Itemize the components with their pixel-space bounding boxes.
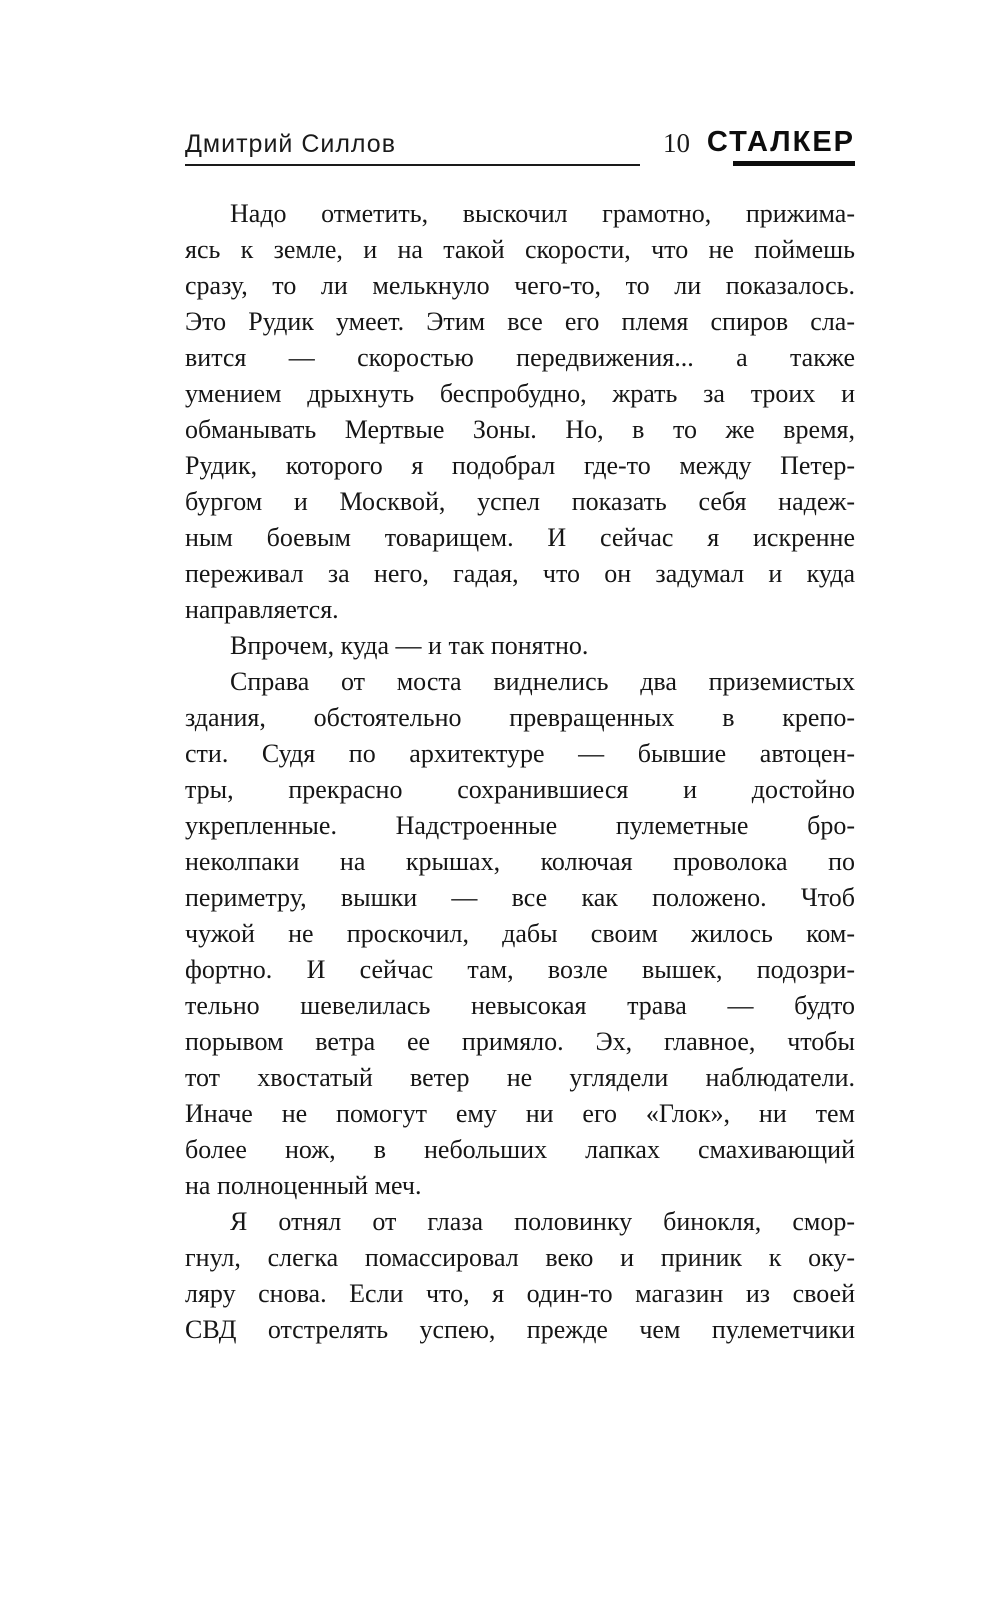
text-line: умением дрыхнуть беспробудно, жрать за троих и (185, 379, 855, 408)
paragraph (185, 628, 855, 664)
text-line: здания, обстоятельно превращенных в крепо- (185, 703, 855, 732)
book-title: СТАЛКЕР (706, 126, 855, 158)
text-line: периметру, вышки — все как положено. Чтоб (185, 883, 855, 912)
text-line: вится — скоростью передвижения... а также (185, 343, 855, 372)
page-number: 10 (663, 128, 690, 158)
text-line: на полноценный меч. (185, 1171, 422, 1200)
text-line: неколпаки на крышах, колючая проволока по (185, 847, 855, 876)
text-line: сти. Судя по архитектуре — бывшие автоцен- (185, 739, 855, 768)
text-line: Надо отметить, выскочил грамотно, прижима- (230, 199, 855, 228)
header-thick-rule (733, 161, 855, 166)
page-header (185, 126, 855, 170)
paragraph (185, 664, 855, 1204)
text-line: ляру снова. Если что, я один-то магазин из своей (185, 1279, 855, 1308)
page-body (185, 196, 855, 1348)
text-line: укрепленные. Надстроенные пулеметные бро- (185, 811, 855, 840)
text-line: Это Рудик умеет. Этим все его племя спиров сла- (185, 307, 855, 336)
text-line: порывом ветра ее примяло. Эх, главное, чтобы (185, 1027, 855, 1056)
text-line: чужой не проскочил, дабы своим жилось ком- (185, 919, 855, 948)
text-line: более нож, в небольших лапках смахивающий (185, 1135, 855, 1164)
text-line: направляется. (185, 595, 339, 624)
text-line: фортно. И сейчас там, возле вышек, подозри- (185, 955, 855, 984)
paragraph (185, 1204, 855, 1348)
text-line: Я отнял от глаза половинку бинокля, смор- (230, 1207, 855, 1236)
text-line: ным боевым товарищем. И сейчас я искренне (185, 523, 855, 552)
text-line: обманывать Мертвые Зоны. Но, в то же время, (185, 415, 855, 444)
text-line: Справа от моста виднелись два приземистых (230, 667, 855, 696)
author-name: Дмитрий Силлов (185, 130, 396, 158)
text-line: переживал за него, гадая, что он задумал и куда (185, 559, 855, 588)
text-line: ясь к земле, и на такой скорости, что не поймешь (185, 235, 855, 264)
text-line: тры, прекрасно сохранившиеся и достойно (185, 775, 855, 804)
text-line: СВД отстрелять успею, прежде чем пулеметчики (185, 1315, 855, 1344)
paragraph (185, 196, 855, 628)
text-line: бургом и Москвой, успел показать себя надеж- (185, 487, 855, 516)
text-line: тот хвостатый ветер не углядели наблюдатели. (185, 1063, 855, 1092)
header-thin-rule (185, 164, 640, 166)
text-line: Впрочем, куда — и так понятно. (230, 631, 589, 660)
text-line: Рудик, которого я подобрал где-то между Петер- (185, 451, 855, 480)
text-line: Иначе не помогут ему ни его «Глок», ни тем (185, 1099, 855, 1128)
text-line: сразу, то ли мелькнуло чего-то, то ли показалось. (185, 271, 855, 300)
text-line: гнул, слегка помассировал веко и приник к оку- (185, 1243, 855, 1272)
text-line: тельно шевелилась невысокая трава — будто (185, 991, 855, 1020)
